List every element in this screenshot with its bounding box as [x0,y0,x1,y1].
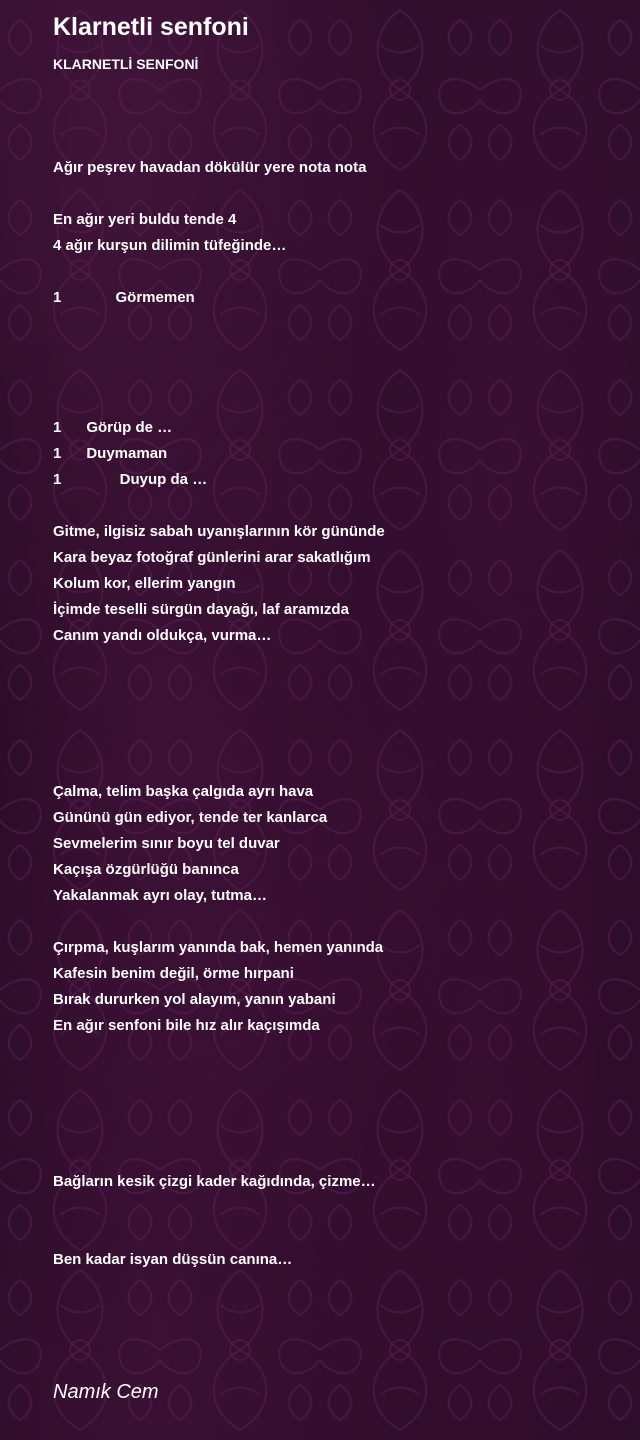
stanza-break [53,701,613,727]
poem-line: En ağır senfoni bile hız alır kaçışımda [53,1017,320,1034]
poem-line: Ağır peşrev havadan dökülür yere nota nota [53,159,367,176]
poem-line: 1 Duymaman [53,445,168,462]
poem-line: Gitme, ilgisiz sabah uyanışlarının kör gününde [53,523,385,540]
stanza-break [53,753,613,779]
poem-title: Klarnetli senfoni [53,13,249,41]
poem-subtitle: KLARNETLİ SENFONİ [53,56,199,72]
poem-body [53,155,613,1273]
poem-line: 1 Duyup da … [53,471,208,488]
stanza-break [53,1039,613,1065]
poem-line: En ağır yeri buldu tende 4 [53,211,237,228]
poem-line: 1 Görmemen [53,289,195,306]
poem-line: Bağların kesik çizgi kader kağıdında, çizme… [53,1173,376,1190]
stanza-break [53,727,613,753]
poem-line: Kara beyaz fotoğraf günlerini arar sakatlığım [53,549,371,566]
poem-line: Bırak dururken yol alayım, yanın yabani [53,991,336,1008]
stanza-break [53,389,613,415]
poem-author: Namık Cem [53,1381,159,1403]
poem-line: Canım yandı oldukça, vurma… [53,627,272,644]
stanza-break [53,1195,613,1221]
poem-line: Gününü gün ediyor, tende ter kanlarca [53,809,328,826]
stanza-break [53,1065,613,1091]
poem-line: Kafesin benim değil, örme hırpani [53,965,294,982]
stanza-break [53,337,613,363]
poem-line: 1 Görüp de … [53,419,173,436]
poem-line: Kolum kor, ellerim yangın [53,575,236,592]
poem-line: Sevmelerim sınır boyu tel duvar [53,835,280,852]
stanza-break [53,1143,613,1169]
stanza-break [53,181,613,207]
stanza-break [53,363,613,389]
stanza-break [53,493,613,519]
stanza-break [53,1091,613,1117]
stanza-break [53,311,613,337]
poem-line: Ben kadar isyan düşsün canına… [53,1251,293,1268]
poem-line: 4 ağır kurşun dilimin tüfeğinde… [53,237,287,254]
stanza-break [53,259,613,285]
poem-line: Çalma, telim başka çalgıda ayrı hava [53,783,314,800]
stanza-break [53,675,613,701]
stanza-break [53,909,613,935]
poem-line: Kaçışa özgürlüğü banınca [53,861,239,878]
poem-line: Çırpma, kuşlarım yanında bak, hemen yanında [53,939,384,956]
stanza-break [53,1221,613,1247]
poem-line: İçimde teselli sürgün dayağı, laf aramızda [53,601,349,618]
stanza-break [53,1117,613,1143]
stanza-break [53,649,613,675]
poem-line: Yakalanmak ayrı olay, tutma… [53,887,267,904]
